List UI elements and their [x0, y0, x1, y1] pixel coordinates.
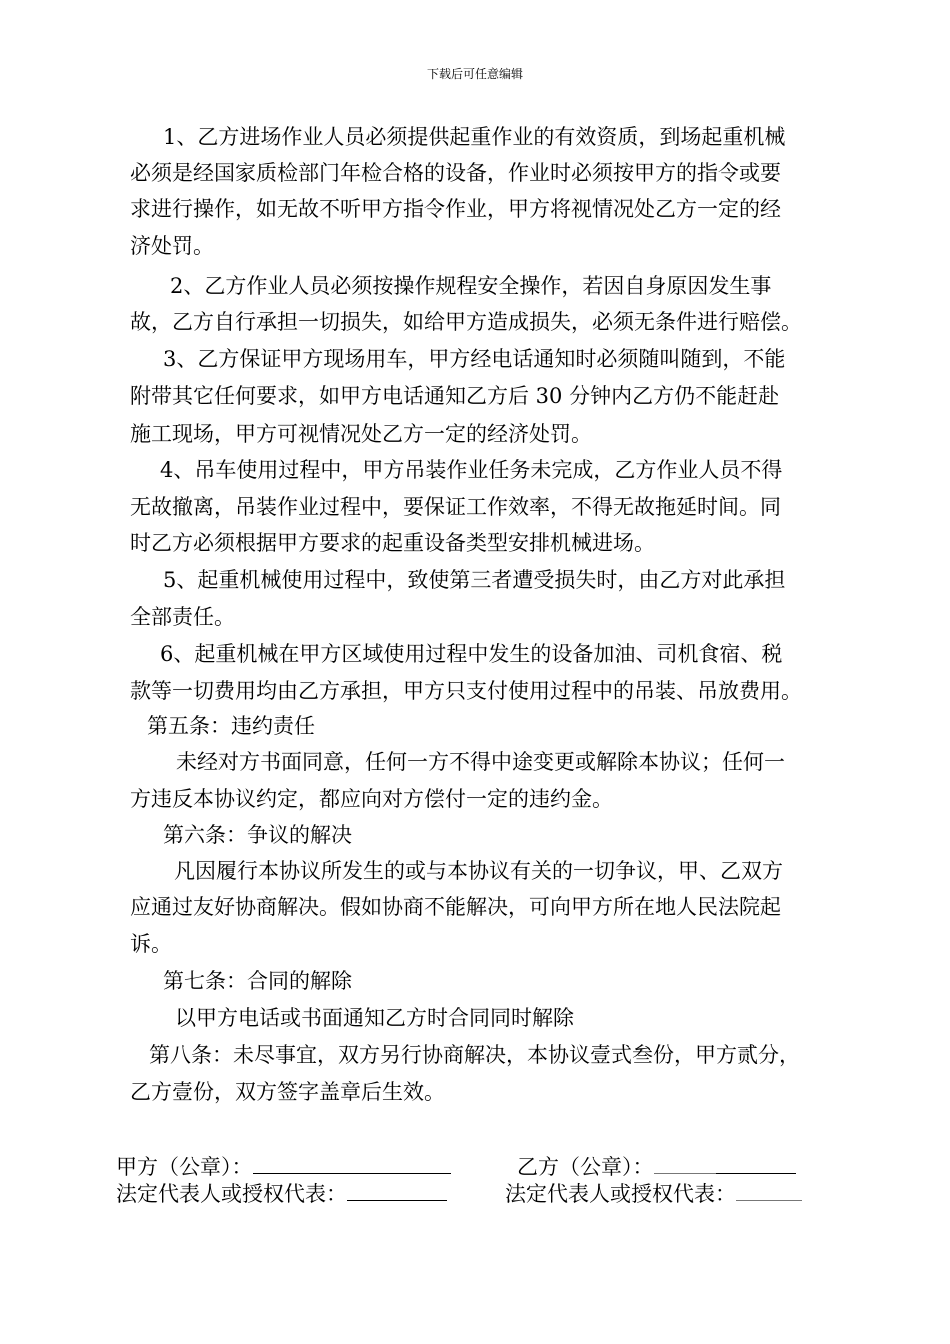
text-line: 时乙方必须根据甲方要求的起重设备类型安排机械进场。 — [130, 531, 655, 555]
party-b-rep-blank[interactable] — [736, 1182, 802, 1201]
text-line: 乙方壹份，双方签字盖章后生效。 — [130, 1080, 445, 1104]
text-line: 求进行操作，如无故不听甲方指令作业，甲方将视情况处乙方一定的经 — [130, 197, 781, 221]
party-a-rep-field — [116, 1182, 447, 1205]
text-line: 方违反本协议约定，都应向对方偿付一定的违约金。 — [130, 787, 613, 811]
party-b-rep-label: 法定代表人或授权代表： — [505, 1182, 736, 1206]
party-b-rep-field — [505, 1182, 802, 1205]
text-line: 附带其它任何要求，如甲方电话通知乙方后 30 分钟内乙方仍不能赶赴 — [130, 384, 780, 408]
article-heading: 第五条：违约责任 — [147, 714, 315, 738]
party-a-seal-label: 甲方（公章）： — [116, 1155, 253, 1179]
article-heading: 第六条：争议的解决 — [163, 823, 352, 847]
party-b-seal-label: 乙方（公章）： — [517, 1155, 654, 1179]
header-note: 下载后可任意编辑 — [426, 67, 523, 81]
text-line: 2、乙方作业人员必须按操作规程安全操作，若因自身原因发生事 — [170, 274, 772, 298]
text-line: 施工现场，甲方可视情况处乙方一定的经济处罚。 — [130, 422, 592, 446]
text-line: 5、起重机械使用过程中，致使第三者遭受损失时，由乙方对此承担 — [163, 568, 786, 592]
text-line: 诉。 — [130, 932, 172, 956]
text-line: 凡因履行本协议所发生的或与本协议有关的一切争议，甲、乙双方 — [174, 859, 783, 883]
text-line: 6、起重机械在甲方区域使用过程中发生的设备加油、司机食宿、税 — [160, 642, 783, 666]
text-line: 济处罚。 — [130, 234, 214, 258]
party-a-rep-label: 法定代表人或授权代表： — [116, 1182, 347, 1206]
party-a-seal-blank[interactable] — [253, 1155, 451, 1174]
party-b-seal-blank[interactable] — [654, 1155, 716, 1174]
text-line: 3、乙方保证甲方现场用车，甲方经电话通知时必须随叫随到，不能 — [163, 347, 786, 371]
text-line: 应通过友好协商解决。假如协商不能解决，可向甲方所在地人民法院起 — [130, 895, 781, 919]
party-b-seal-blank-2[interactable] — [716, 1155, 796, 1174]
text-line: 4、吊车使用过程中，甲方吊装作业任务未完成，乙方作业人员不得 — [160, 458, 783, 482]
text-line: 以甲方电话或书面通知乙方时合同同时解除 — [175, 1006, 574, 1030]
party-b-seal-field — [517, 1155, 796, 1178]
text-line: 全部责任。 — [130, 605, 235, 629]
text-line: 第八条：未尽事宜，双方另行协商解决，本协议壹式叁份，甲方贰分， — [149, 1043, 800, 1067]
text-line: 故，乙方自行承担一切损失，如给甲方造成损失，必须无条件进行赔偿。 — [130, 310, 802, 334]
text-line: 无故撤离，吊装作业过程中，要保证工作效率，不得无故拖延时间。同 — [130, 495, 781, 519]
text-line: 未经对方书面同意，任何一方不得中途变更或解除本协议；任何一 — [176, 750, 785, 774]
text-line: 款等一切费用均由乙方承担，甲方只支付使用过程中的吊装、吊放费用。 — [130, 679, 802, 703]
article-heading: 第七条：合同的解除 — [163, 969, 352, 993]
party-a-seal-field — [116, 1155, 451, 1178]
text-line: 必须是经国家质检部门年检合格的设备，作业时必须按甲方的指令或要 — [130, 161, 781, 185]
party-a-rep-blank[interactable] — [347, 1182, 447, 1201]
text-line: 1、乙方进场作业人员必须提供起重作业的有效资质，到场起重机械 — [163, 125, 786, 149]
